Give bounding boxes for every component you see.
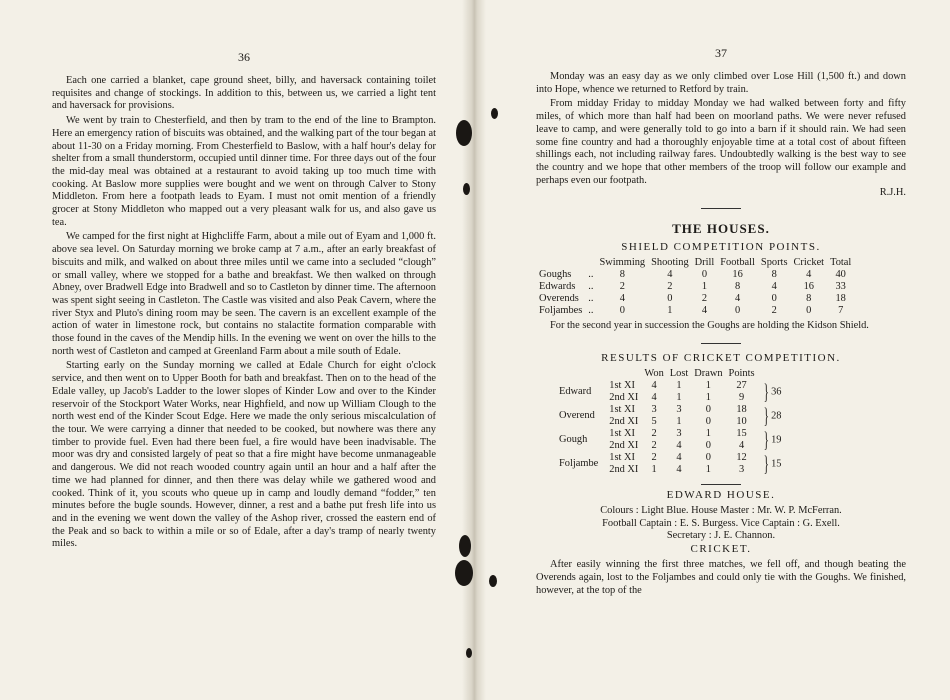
table-cell: 0 (771, 293, 777, 305)
table-cell: 33 (835, 281, 846, 293)
column-header: Total (830, 257, 852, 269)
team-label: 1st XI (609, 380, 635, 392)
edward-house-line: Football Captain : E. S. Burgess. Vice Captain : G. Exell. (602, 517, 840, 529)
table-row (556, 380, 785, 392)
paragraph: Starting early on the Sunday morning we called at Edale Church for eight o'clock service, and then went on to Upper Booth for bath and breakfast. Then on to the head of the Edale valley, up Jacob's Ladder to the lower slopes of Kinder Low and over to the Kinder reservoir of the Stockport Water Works, near Highfield, and now up William Clough to the north west end of the Kinder Scout Edge. Here we made the only serious miscalculation of the tour. We were carrying a dinner that needed to be cooked, but nowhere was there any timber to provide fuel. Even had there been fuel, a fire would have been inadvisable. The moor was dry and consisted largely of peat so that a fire might have become unmanageable and dangerous. We did not reach wooded country again until an hour and a half after the time we had planned for dinner, and then there was delay while we gathered wood and cooked. Think of it, you scouts who queue up in camp and loudly demand “fodder,” ten minutes before the bugle sounds. However, dinner, a rest and a bathe put fresh life into us and in the evening we went down the valley of the Ashop river, crossed the eastern end of the Peak and so back to within a mile or so of Edale, after a day's tramp of nearly twenty miles. (52, 360, 436, 550)
table-row (556, 404, 785, 416)
table-cell: 0 (701, 269, 708, 281)
edward-house-title: EDWARD HOUSE. (666, 489, 776, 502)
table-cell: 27 (736, 380, 747, 392)
table-cell: 4 (771, 281, 777, 293)
table-cell: 1 (705, 380, 711, 392)
edward-house-line: Colours : Light Blue. House Master : Mr. W. P. McFerran. (600, 505, 842, 517)
house-name: Gough (559, 434, 588, 446)
column-header: Drill (694, 257, 715, 269)
column-header: Sports (760, 257, 788, 269)
house-name: Edward (559, 386, 592, 398)
leader-dots: .. (588, 281, 594, 293)
table-cell: 4 (701, 305, 708, 317)
shield-note: For the second year in succession the Goughs are holding the Kidson Shield. (550, 320, 869, 332)
team-label: 2nd XI (609, 464, 639, 476)
table-cell: 0 (619, 305, 625, 317)
brace-symbol: } (763, 451, 769, 477)
paragraph: Monday was an easy day as we only climbed over Lose Hill (1,500 ft.) and down into Hope, whence we returned to Retford by train. (536, 71, 906, 95)
table-cell: 3 (651, 404, 657, 416)
shield-table (536, 257, 854, 317)
table-cell: 16 (732, 269, 743, 281)
table-cell: 1 (705, 464, 711, 476)
table-row (536, 305, 854, 317)
house-name: Overend (559, 410, 595, 422)
team-label: 1st XI (609, 452, 635, 464)
table-cell: 4 (667, 269, 673, 281)
table-cell: 3 (676, 404, 682, 416)
divider (701, 484, 741, 485)
table-cell: 10 (736, 416, 747, 428)
table-cell: 1 (705, 392, 711, 404)
house-total-value: 15 (771, 458, 782, 470)
leader-dots: .. (588, 293, 594, 305)
table-row (556, 428, 785, 440)
house-total-value: 36 (771, 386, 782, 398)
table-cell: 0 (705, 440, 711, 452)
house-total (758, 404, 785, 428)
table-cell: 4 (651, 392, 657, 404)
brace-symbol: } (763, 379, 769, 405)
table-cell: 1 (651, 464, 657, 476)
cricket-table (556, 368, 785, 476)
table-cell: 0 (735, 305, 741, 317)
signature: R.J.H. (879, 187, 906, 199)
shield-title: SHIELD COMPETITION POINTS. (621, 241, 821, 254)
column-header: Shooting (651, 257, 689, 269)
divider (701, 208, 741, 209)
table-cell: 4 (806, 269, 812, 281)
paragraph: After easily winning the first three matches, we fell off, and though beating the Overends again, lost to the Foljambes and could only tie with the Goughs. We finished, however, at the top of the (536, 559, 906, 596)
column-header: Drawn (694, 368, 723, 380)
paragraph: We went by train to Chesterfield, and then by tram to the end of the line to Brampton. Here an emergency ration of biscuits was obtained, and the walking part of the tour began at about 11-30 on a Friday morning. From Chesterfield to Baslow, with a half hour's delay for shelter from a small thunderstorm, occupied until dinner time. For three days out of the four the mid-day meal was obtained at a restaurant to avoid taking up too much time with cooking. At Baslow more supplies were bought and we went on through Calver to Stony Middleton. From here a footpath leads to Eyam. I must not omit mention of a friendly grocer at Stony Middleton who mapped out a very pleasant walk for us, and also gave us tea. (52, 115, 436, 228)
table-cell: 4 (738, 440, 745, 452)
houses-title: THE HOUSES. (672, 221, 770, 237)
paragraph: We camped for the first night at Highcliffe Farm, about a mile out of Eyam and 1,000 ft. above sea level. On Saturday morning we broke camp at 7 a.m., after an early breakfast of biscuits and milk, and walked on about three miles until we came into a secluded “clough” or small valley, where we stopped for a bathe and breakfast. We then walked on through Abney, over Bradwell Edge into Bradwell and so to Castleton by dinner time. The afternoon was spent sight seeing in Castleton. The Castle was visited and also Peak Cavern, where the river Styx and Pluto's dining room may be seen. The cavern is an excellent example of the action of water in limestone rock, but contains no stalactite formation comparable with those found in the caves of the Mendip hills. In the evening we went on over the hills to the north west of Castleton and camped at Greenland Farm about a mile south of Edale. (52, 231, 436, 357)
table-cell: 1 (667, 305, 673, 317)
right-page (478, 0, 950, 700)
column-header: Cricket (793, 257, 825, 269)
table-cell: 3 (676, 428, 682, 440)
table-cell: 12 (736, 452, 747, 464)
table-cell: 2 (667, 281, 673, 293)
table-cell: 4 (735, 293, 741, 305)
column-header: Swimming (599, 257, 646, 269)
house-total (758, 428, 785, 452)
table-cell: 0 (705, 416, 711, 428)
column-header: Football (720, 257, 755, 269)
team-label: 1st XI (609, 404, 635, 416)
team-label: 1st XI (609, 428, 635, 440)
table-row (536, 293, 854, 305)
team-label: 2nd XI (609, 392, 639, 404)
house-total (758, 380, 785, 404)
table-cell: 8 (771, 269, 777, 281)
paragraph: From midday Friday to midday Monday we had walked between forty and fifty miles, of which more than half had been on moorland paths. We were never refused leave to camp, and were generally told to go into a barn if it should rain. We had seen some fine country and had a thoroughly enjoyable time at a total cost of about fifteen shillings each, not including railway fares. Undoubtedly walking is the best way to see the country and we hope that other members of the troop will follow our example and perhaps even our footpath. (536, 98, 906, 186)
column-header: Won (644, 368, 664, 380)
left-page (0, 0, 470, 700)
table-cell: 9 (738, 392, 745, 404)
table-cell: 40 (835, 269, 846, 281)
divider (701, 343, 741, 344)
house-name: Overends (539, 293, 579, 305)
table-cell: 2 (651, 428, 657, 440)
house-name: Edwards (539, 281, 576, 293)
brace-symbol: } (763, 427, 769, 453)
leader-dots: .. (588, 269, 594, 281)
table-cell: 4 (651, 380, 657, 392)
table-cell: 3 (738, 464, 745, 476)
table-cell: 5 (651, 416, 657, 428)
brace-symbol: } (763, 403, 769, 429)
table-cell: 1 (676, 392, 682, 404)
table-cell: 0 (705, 404, 711, 416)
table-cell: 2 (771, 305, 777, 317)
table-cell: 18 (835, 293, 846, 305)
house-total (758, 452, 785, 476)
table-cell: 0 (705, 452, 711, 464)
table-cell: 1 (705, 428, 711, 440)
table-cell: 8 (806, 293, 812, 305)
house-name: Foljambe (559, 458, 599, 470)
table-cell: 7 (838, 305, 844, 317)
table-cell: 4 (676, 440, 682, 452)
team-label: 2nd XI (609, 416, 639, 428)
leader-dots: .. (588, 305, 594, 317)
table-header-row (536, 257, 854, 269)
table-cell: 1 (701, 281, 708, 293)
table-cell: 18 (736, 404, 747, 416)
table-cell: 16 (803, 281, 814, 293)
page-number: 37 (715, 46, 727, 60)
house-name: Foljambes (539, 305, 583, 317)
house-name: Goughs (539, 269, 572, 281)
table-cell: 15 (736, 428, 747, 440)
paragraph: Each one carried a blanket, cape ground sheet, billy, and haversack containing toilet requisites and change of stockings. In addition to this, between us, we carried a light tent and haversack for provisions. (52, 75, 436, 112)
house-total-value: 19 (771, 434, 782, 446)
table-cell: 4 (676, 452, 682, 464)
table-cell: 1 (676, 416, 682, 428)
table-cell: 2 (651, 452, 657, 464)
table-cell: 4 (619, 293, 625, 305)
team-label: 2nd XI (609, 440, 639, 452)
edward-house-line: Secretary : J. E. Channon. (666, 530, 776, 542)
cricket-subtitle: CRICKET. (690, 543, 752, 556)
table-cell: 8 (735, 281, 741, 293)
table-cell: 8 (619, 269, 625, 281)
table-cell: 1 (676, 380, 682, 392)
table-cell: 0 (667, 293, 673, 305)
house-total-value: 28 (771, 410, 782, 422)
table-header-row (556, 368, 785, 380)
table-cell: 2 (701, 293, 708, 305)
table-row (536, 281, 854, 293)
table-row (556, 452, 785, 464)
table-row (536, 269, 854, 281)
table-cell: 4 (676, 464, 682, 476)
table-cell: 2 (619, 281, 625, 293)
table-cell: 0 (806, 305, 812, 317)
column-header: Lost (669, 368, 689, 380)
page-number: 36 (238, 50, 250, 64)
column-header: Points (728, 368, 755, 380)
table-cell: 2 (651, 440, 657, 452)
cricket-results-title: RESULTS OF CRICKET COMPETITION. (601, 352, 841, 365)
